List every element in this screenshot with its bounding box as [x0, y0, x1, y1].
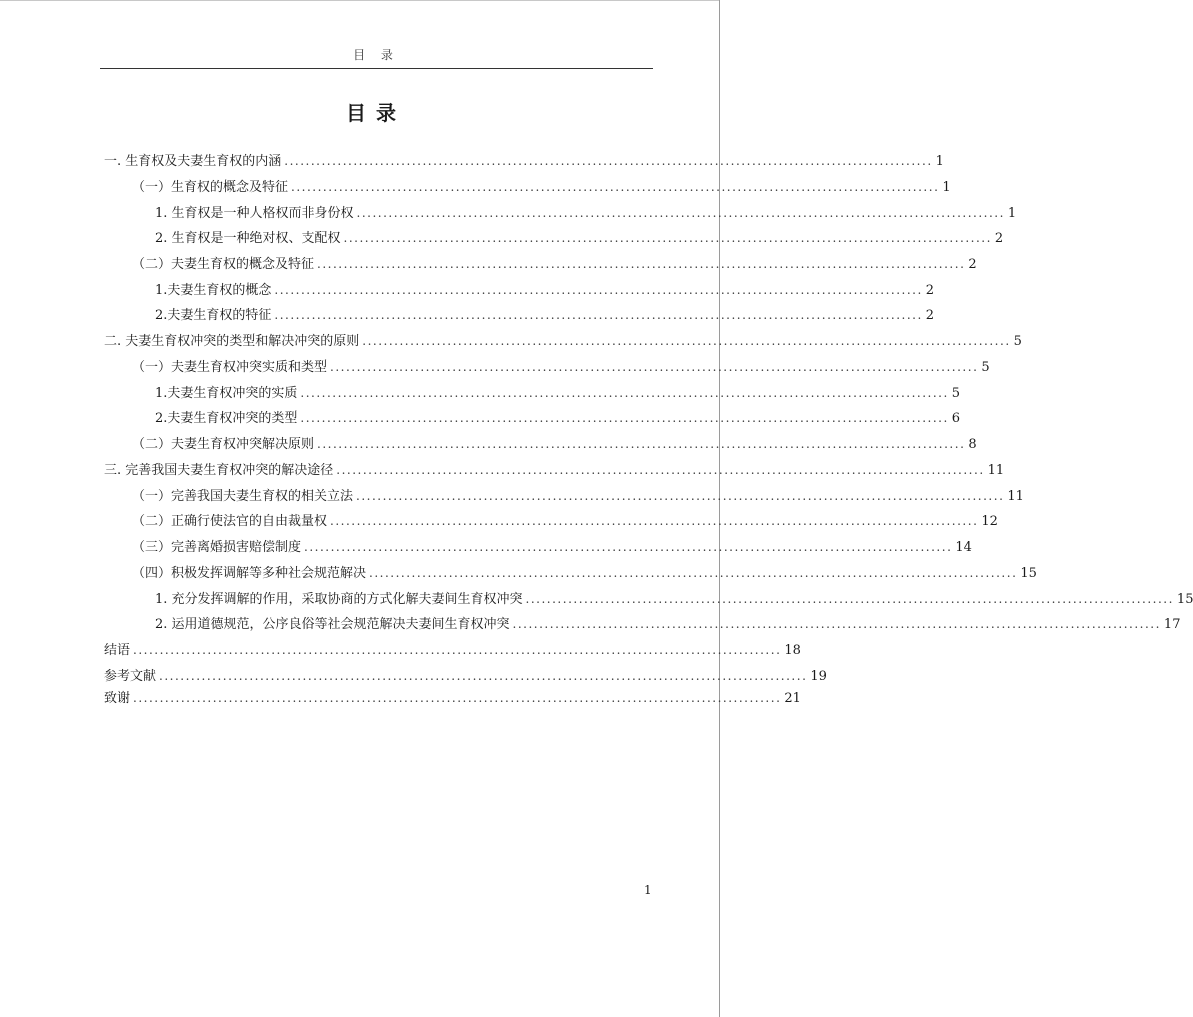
- toc-entry[interactable]: [155, 230, 1004, 246]
- toc-entry-page: 2: [925, 283, 935, 298]
- toc-entry-page: 2: [994, 231, 1004, 246]
- toc-entry[interactable]: [155, 410, 961, 426]
- toc-leader-dots: ..........................................................................................................................: [336, 463, 985, 477]
- toc-entry-label: 三. 完善我国夫妻生育权冲突的解决途径: [104, 463, 334, 478]
- toc-entry[interactable]: [132, 513, 998, 529]
- toc-entry[interactable]: [104, 333, 1022, 349]
- toc-entry-page: 15: [1176, 592, 1193, 607]
- toc-entry[interactable]: [132, 488, 1024, 504]
- toc-entry-page: 19: [810, 669, 827, 684]
- page-top-edge: [0, 0, 720, 1]
- toc-leader-dots: ..........................................................................................................................: [512, 617, 1161, 631]
- toc-entry-page: 14: [955, 540, 972, 555]
- toc-entry[interactable]: [104, 668, 827, 684]
- toc-entry-label: 1.夫妻生育权冲突的实质: [155, 386, 298, 401]
- header-rule: [100, 68, 653, 69]
- toc-entry-page: 2: [925, 308, 935, 323]
- toc-entry-label: （二）夫妻生育权冲突解决原则: [132, 437, 315, 452]
- toc-entry-page: 15: [1020, 566, 1037, 581]
- toc-entry-label: 一. 生育权及夫妻生育权的内涵: [104, 154, 282, 169]
- toc-entry[interactable]: [132, 179, 951, 195]
- toc-leader-dots: ..........................................................................................................................: [274, 308, 923, 322]
- toc-entry-page: 18: [784, 643, 801, 658]
- toc-entry[interactable]: [155, 616, 1181, 632]
- toc-entry-page: 11: [987, 463, 1005, 478]
- toc-leader-dots: ..........................................................................................................................: [356, 206, 1005, 220]
- toc-entry-label: （一）夫妻生育权冲突实质和类型: [132, 360, 328, 375]
- toc-entry-page: 5: [951, 386, 961, 401]
- toc-entry[interactable]: [155, 591, 1193, 607]
- toc-entry-page: 11: [1007, 489, 1024, 504]
- toc-entry-label: 1. 生育权是一种人格权而非身份权: [155, 206, 354, 221]
- toc-entry-page: 21: [784, 691, 801, 706]
- toc-leader-dots: ..........................................................................................................................: [159, 669, 808, 683]
- toc-entry[interactable]: [132, 539, 972, 555]
- toc-leader-dots: ..........................................................................................................................: [317, 437, 966, 451]
- toc-entry-page: 6: [951, 411, 961, 426]
- page-number: 1: [644, 883, 652, 897]
- toc-entry-page: 1: [935, 154, 944, 169]
- toc-entry[interactable]: [132, 565, 1037, 581]
- toc-leader-dots: ..........................................................................................................................: [304, 540, 953, 554]
- toc-entry-page: 17: [1163, 617, 1181, 632]
- page-title: 目录: [346, 101, 406, 125]
- toc-entry-label: 参考文献: [104, 669, 157, 684]
- toc-entry-page: 1: [942, 180, 951, 195]
- toc-entry-label: 致谢: [104, 691, 131, 706]
- toc-entry[interactable]: [155, 385, 961, 401]
- toc-leader-dots: ..........................................................................................................................: [284, 154, 933, 168]
- toc-entry-label: （二）正确行使法官的自由裁量权: [132, 514, 328, 529]
- toc-leader-dots: ..........................................................................................................................: [343, 231, 992, 245]
- toc-leader-dots: ..........................................................................................................................: [330, 360, 979, 374]
- toc-entry-label: 2. 生育权是一种绝对权、支配权: [155, 231, 341, 246]
- toc-entry[interactable]: [155, 282, 935, 298]
- toc-entry-label: （四）积极发挥调解等多种社会规范解决: [132, 566, 367, 581]
- toc-entry-label: 1.夫妻生育权的概念: [155, 283, 272, 298]
- toc-entry-page: 5: [981, 360, 990, 375]
- toc-entry[interactable]: [104, 690, 801, 706]
- toc-leader-dots: ..........................................................................................................................: [300, 386, 949, 400]
- toc-entry-page: 1: [1007, 206, 1017, 221]
- toc-entry[interactable]: [104, 462, 1005, 478]
- toc-leader-dots: ..........................................................................................................................: [369, 566, 1018, 580]
- toc-entry-label: 二. 夫妻生育权冲突的类型和解决冲突的原则: [104, 334, 360, 349]
- toc-entry-label: 2.夫妻生育权冲突的类型: [155, 411, 298, 426]
- toc-entry[interactable]: [132, 256, 977, 272]
- toc-leader-dots: ..........................................................................................................................: [330, 514, 979, 528]
- toc-entry-page: 2: [968, 257, 977, 272]
- toc-leader-dots: ..........................................................................................................................: [317, 257, 966, 271]
- toc-entry-label: （二）夫妻生育权的概念及特征: [132, 257, 315, 272]
- toc-entry[interactable]: [132, 359, 990, 375]
- toc-entry[interactable]: [104, 642, 801, 658]
- toc-entry-label: 2.夫妻生育权的特征: [155, 308, 272, 323]
- toc-leader-dots: ..........................................................................................................................: [274, 283, 923, 297]
- toc-entry-label: （一）生育权的概念及特征: [132, 180, 289, 195]
- toc-entry-page: 5: [1013, 334, 1022, 349]
- toc-entry-page: 12: [981, 514, 998, 529]
- toc-entry-label: （三）完善离婚损害赔偿制度: [132, 540, 302, 555]
- toc-entry-label: 2. 运用道德规范，公序良俗等社会规范解决夫妻间生育权冲突: [155, 617, 510, 632]
- toc-leader-dots: ..........................................................................................................................: [133, 691, 782, 705]
- toc-leader-dots: ..........................................................................................................................: [133, 643, 782, 657]
- toc-entry[interactable]: [132, 436, 977, 452]
- toc-leader-dots: ..........................................................................................................................: [525, 592, 1174, 606]
- toc-leader-dots: ..........................................................................................................................: [362, 334, 1011, 348]
- toc-leader-dots: ..........................................................................................................................: [291, 180, 940, 194]
- toc-leader-dots: ..........................................................................................................................: [300, 411, 949, 425]
- toc-entry[interactable]: [155, 307, 935, 323]
- toc-entry-label: （一）完善我国夫妻生育权的相关立法: [132, 489, 354, 504]
- toc-entry-label: 1. 充分发挥调解的作用，采取协商的方式化解夫妻间生育权冲突: [155, 592, 523, 607]
- toc-entry-page: 8: [968, 437, 977, 452]
- toc-entry-label: 结语: [104, 643, 131, 658]
- running-header: 目 录: [353, 48, 399, 62]
- toc-entry[interactable]: [155, 205, 1017, 221]
- toc-entry[interactable]: [104, 153, 944, 169]
- toc-leader-dots: ..........................................................................................................................: [356, 489, 1005, 503]
